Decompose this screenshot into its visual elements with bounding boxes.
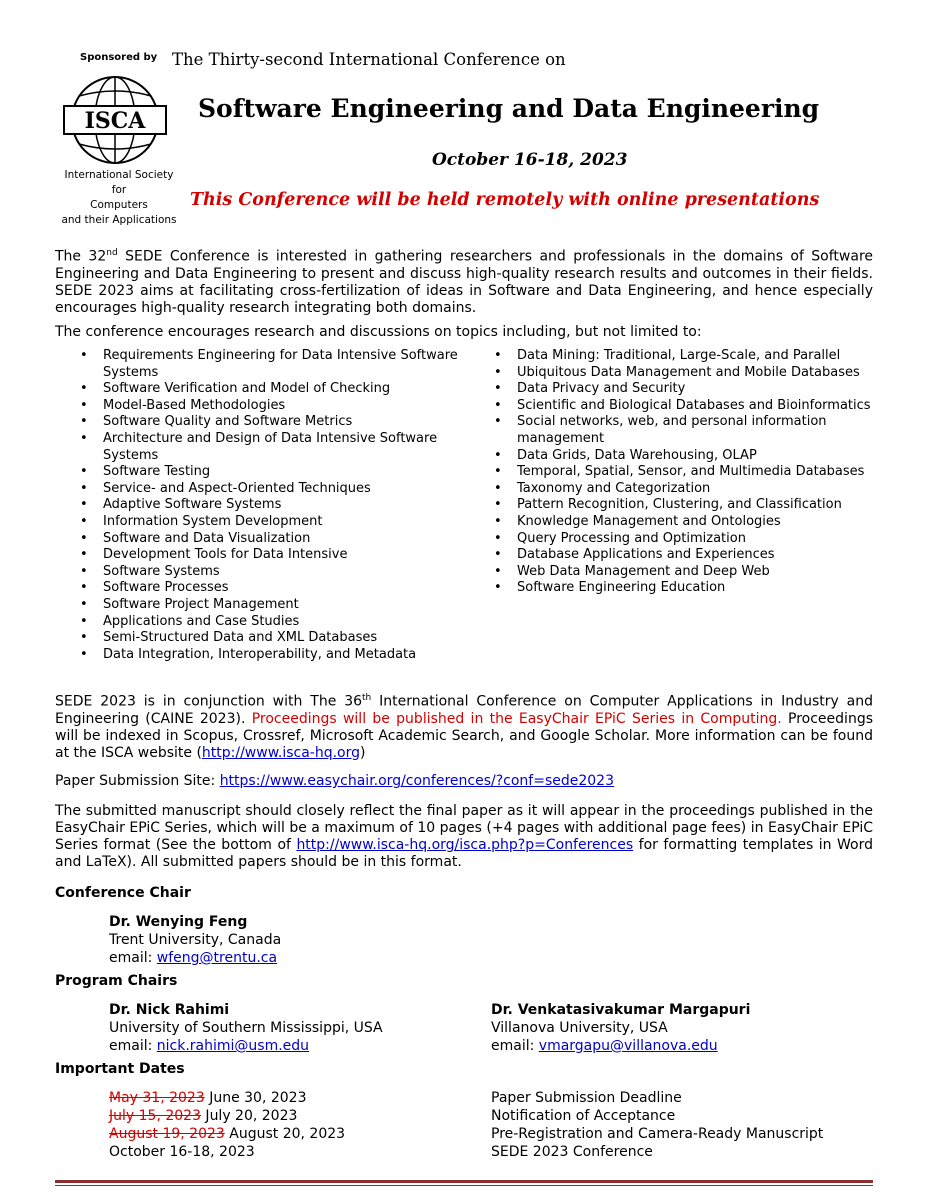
footer-rule xyxy=(55,1180,873,1183)
topics-intro: The conference encourages research and discussions on topics including, but not limited to: xyxy=(55,324,702,340)
topic-item: • Social networks, web, and personal information management xyxy=(490,414,880,447)
topic-item: • Service- and Aspect-Oriented Techniques xyxy=(76,481,466,498)
new-date: August 20, 2023 xyxy=(224,1126,346,1142)
manuscript-text-2: for formatting templates in Word and LaTeX). All submitted papers should be in this format. xyxy=(55,837,873,870)
old-date: August 19, 2023 xyxy=(109,1126,225,1142)
submission-site xyxy=(55,773,873,790)
intro-text-1: The 32 xyxy=(55,248,107,265)
program-chair-affiliation: University of Southern Mississippi, USA xyxy=(109,1020,383,1036)
program-chair-name: Dr. Venkatasivakumar Margapuri xyxy=(491,1002,751,1018)
event-label: Notification of Acceptance xyxy=(491,1108,676,1124)
dates-column xyxy=(109,1089,345,1161)
intro-paragraph xyxy=(55,245,873,317)
society-name xyxy=(56,168,182,228)
topic-item: • Web Data Management and Deep Web xyxy=(490,564,880,581)
topic-item: • Software Project Management xyxy=(76,597,466,614)
chair-email-link[interactable]: wfeng@trentu.ca xyxy=(156,950,278,966)
society-line-1: International Society for xyxy=(64,169,174,196)
topic-item: • Data Mining: Traditional, Large-Scale, and Parallel xyxy=(490,348,880,365)
manuscript-text-1: The submitted manuscript should closely reflect the final paper as it will appear in the proceedings published in the EasyChair EPiC Series, which will be a maximum of 10 pages (+4 pages with additional page fees) in EasyChair EPiC Series format (See the bottom of xyxy=(55,803,873,853)
program-chairs-heading: Program Chairs xyxy=(55,973,178,989)
isca-website-link[interactable]: http://www.isca-hq.org xyxy=(201,744,361,761)
chair-name: Dr. Wenying Feng xyxy=(109,914,248,930)
sponsored-by-label: Sponsored by xyxy=(80,52,158,63)
topic-item: • Data Grids, Data Warehousing, OLAP xyxy=(490,448,880,465)
footer-rule-thin xyxy=(55,1185,873,1186)
topic-item: • Requirements Engineering for Data Intensive Software Systems xyxy=(76,348,466,381)
topic-item: • Data Privacy and Security xyxy=(490,381,880,398)
topic-item: • Query Processing and Optimization xyxy=(490,531,880,548)
program-chair-name: Dr. Nick Rahimi xyxy=(109,1002,230,1018)
conj-text-4: ) xyxy=(360,744,366,761)
conferences-page-link[interactable]: http://www.isca-hq.org/isca.php?p=Conferences xyxy=(296,837,634,853)
topic-item: • Model-Based Methodologies xyxy=(76,398,466,415)
topic-item: • Pattern Recognition, Clustering, and Classification xyxy=(490,497,880,514)
new-date: October 16-18, 2023 xyxy=(109,1144,255,1160)
program-chair-email-link[interactable]: vmargapu@villanova.edu xyxy=(538,1038,718,1054)
program-chair-affiliation: Villanova University, USA xyxy=(491,1020,668,1036)
program-chair-email-link[interactable]: nick.rahimi@usm.edu xyxy=(156,1038,310,1054)
program-chair xyxy=(109,1001,383,1055)
date-row xyxy=(109,1125,345,1143)
society-line-3: and their Applications xyxy=(61,214,177,226)
event-label: Pre-Registration and Camera-Ready Manuscript xyxy=(491,1126,824,1142)
topics-list-right xyxy=(490,348,880,597)
topics-list-left xyxy=(76,348,466,663)
email-label: email: xyxy=(109,1038,157,1054)
submission-label: Paper Submission Site: xyxy=(55,773,220,789)
topic-item: • Adaptive Software Systems xyxy=(76,497,466,514)
email-label: email: xyxy=(109,950,157,966)
program-chair xyxy=(491,1001,750,1055)
topic-item: • Software and Data Visualization xyxy=(76,531,466,548)
old-date: May 31, 2023 xyxy=(109,1090,205,1106)
program-chair-email-row xyxy=(109,1037,383,1055)
topic-item: • Scientific and Biological Databases and Bioinformatics xyxy=(490,398,880,415)
topic-item: • Software Testing xyxy=(76,464,466,481)
remote-notice: This Conference will be held remotely with online presentations xyxy=(190,190,820,210)
program-chair-email-row xyxy=(491,1037,750,1055)
event-label: SEDE 2023 Conference xyxy=(491,1144,653,1160)
society-line-2: Computers xyxy=(90,199,148,211)
topic-item: • Data Integration, Interoperability, and Metadata xyxy=(76,647,466,664)
conference-chair xyxy=(109,913,281,967)
isca-logo xyxy=(62,72,168,168)
events-column xyxy=(491,1089,823,1161)
chair-affiliation: Trent University, Canada xyxy=(109,932,282,948)
date-row xyxy=(109,1143,345,1161)
conference-subtitle: The Thirty-second International Conference on xyxy=(172,50,566,69)
topic-item: • Architecture and Design of Data Intensive Software Systems xyxy=(76,431,466,464)
topic-item: • Software Engineering Education xyxy=(490,580,880,597)
topic-item: • Semi-Structured Data and XML Databases xyxy=(76,630,466,647)
topic-item: • Ubiquitous Data Management and Mobile Databases xyxy=(490,365,880,382)
email-label: email: xyxy=(491,1038,539,1054)
new-date: June 30, 2023 xyxy=(204,1090,307,1106)
old-date: July 15, 2023 xyxy=(109,1108,201,1124)
important-dates-heading: Important Dates xyxy=(55,1061,185,1077)
topic-item: • Development Tools for Data Intensive xyxy=(76,547,466,564)
conference-dates: October 16-18, 2023 xyxy=(432,150,628,170)
topic-item: • Knowledge Management and Ontologies xyxy=(490,514,880,531)
easychair-link[interactable]: https://www.easychair.org/conferences/?conf=sede2023 xyxy=(219,773,614,789)
proceedings-notice: Proceedings will be published in the EasyChair EPiC Series in Computing. xyxy=(251,710,782,727)
manuscript-paragraph xyxy=(55,803,873,871)
date-row xyxy=(109,1089,345,1107)
conference-chair-heading: Conference Chair xyxy=(55,885,191,901)
logo-text: ISCA xyxy=(84,108,146,134)
conjunction-paragraph xyxy=(55,690,873,762)
conj-text-3: Proceedings will be indexed in Scopus, Crossref, Microsoft Academic Search, and Google Scholar. More information can be found at the ISCA website ( xyxy=(55,710,873,761)
conj-sup: th xyxy=(362,693,372,703)
topic-item: • Software Quality and Software Metrics xyxy=(76,414,466,431)
intro-text-2: SEDE Conference is interested in gathering researchers and professionals in the domains of Software Engineering and Data Engineering to present and discuss high-quality research results and outcomes in their fields. SEDE 2023 aims at facilitating cross-fertilization of ideas in Software and Data Engineering, and hence especially encourages high-quality research integrating both domains. xyxy=(55,248,874,316)
topic-item: • Taxonomy and Categorization xyxy=(490,481,880,498)
topic-item: • Software Processes xyxy=(76,580,466,597)
date-row xyxy=(109,1107,345,1125)
topic-item: • Software Systems xyxy=(76,564,466,581)
new-date: July 20, 2023 xyxy=(200,1108,298,1124)
chair-email-row xyxy=(109,949,281,967)
intro-sup: nd xyxy=(106,248,118,258)
event-label: Paper Submission Deadline xyxy=(491,1090,682,1106)
topic-item: • Temporal, Spatial, Sensor, and Multimedia Databases xyxy=(490,464,880,481)
topic-item: • Database Applications and Experiences xyxy=(490,547,880,564)
conj-text-1: SEDE 2023 is in conjunction with The 36 xyxy=(55,693,363,710)
topic-item: • Applications and Case Studies xyxy=(76,614,466,631)
conj-text-2: International Conference on Computer Applications in Industry and Engineering (CAINE 2023). xyxy=(55,693,873,727)
conference-title: Software Engineering and Data Engineering xyxy=(198,94,820,123)
topic-item: • Information System Development xyxy=(76,514,466,531)
topic-item: • Software Verification and Model of Checking xyxy=(76,381,466,398)
